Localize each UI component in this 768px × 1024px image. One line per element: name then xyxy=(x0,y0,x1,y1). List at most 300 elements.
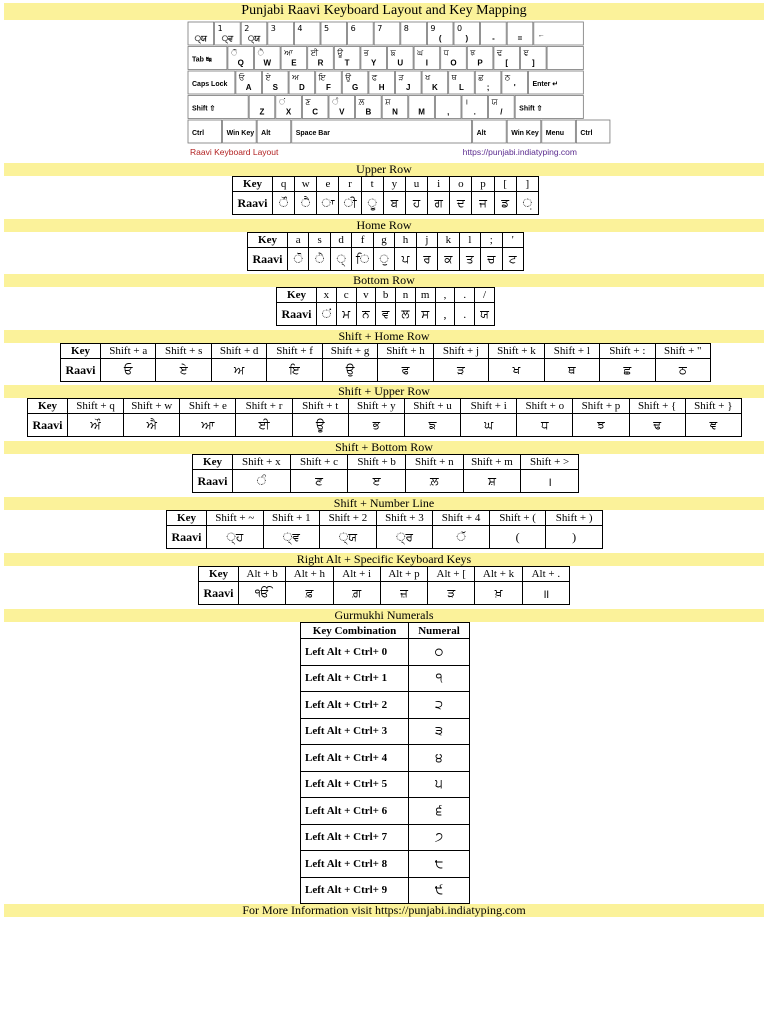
key-cell: Shift + e xyxy=(180,399,236,414)
numeral-value: ੮ xyxy=(409,851,470,878)
keyboard-key-top-label: ਞ xyxy=(523,48,529,58)
raavi-cell: ਦ xyxy=(450,192,472,215)
key-row xyxy=(167,511,603,526)
raavi-row xyxy=(277,303,495,326)
raavi-cell: ਕ xyxy=(438,248,459,271)
raavi-cell: ਠ xyxy=(655,359,710,382)
raavi-row xyxy=(248,248,524,271)
key-cell: Shift + t xyxy=(292,399,348,414)
keyboard-key-label: Tab ↹ xyxy=(192,56,212,64)
keyboard-key-top-label: ਥ xyxy=(451,73,457,82)
keyboard-key xyxy=(215,22,241,45)
key-cell: ; xyxy=(481,233,502,248)
keyboard-key xyxy=(329,96,355,119)
numeral-key-combination: Left Alt + Ctrl+ 1 xyxy=(301,665,409,692)
keyboard-key-label: ( xyxy=(438,34,442,43)
key-cell: Shift + i xyxy=(461,399,517,414)
numeral-row xyxy=(301,639,470,666)
keyboard-key-label: E xyxy=(291,58,297,68)
raavi-cell: ਖ਼ xyxy=(475,582,522,605)
keyboard-key-top-label: ਯ xyxy=(491,97,498,107)
shift-number-line-table xyxy=(166,510,603,549)
footer-info: For More Information visit https://punjabi.indiatyping.com xyxy=(4,904,764,917)
keyboard-key xyxy=(401,22,427,45)
numeral-row xyxy=(301,771,470,798)
keyboard-key-label: H xyxy=(378,83,385,92)
keyboard-key xyxy=(507,22,533,45)
key-cell: Shift + k xyxy=(489,344,544,359)
numerals-header-numeral: Numeral xyxy=(409,623,470,639)
keyboard-key xyxy=(409,96,435,119)
keyboard-key xyxy=(188,120,222,143)
keyboard-key-label: R xyxy=(317,58,324,68)
key-cell: . xyxy=(455,288,475,303)
raavi-cell: ਥ xyxy=(544,359,599,382)
keyboard-key-top-label: ਧ xyxy=(443,48,449,58)
key-cell: q xyxy=(273,177,295,192)
keyboard-key-label: N xyxy=(392,107,398,117)
keyboard-key-top-label: ਠ xyxy=(504,73,511,82)
keyboard-key-label: X xyxy=(285,107,292,117)
raavi-cell: ਇ xyxy=(267,359,322,382)
raavi-cell: ੇ xyxy=(309,248,330,271)
key-cell: Shift + p xyxy=(573,399,629,414)
key-cell: t xyxy=(361,177,383,192)
keyboard-key-label: ੍ਵ xyxy=(221,34,234,43)
keyboard-key xyxy=(188,96,248,119)
raavi-row xyxy=(61,359,711,382)
keyboard-key-label: C xyxy=(312,107,319,117)
raavi-cell: ੈ xyxy=(295,192,317,215)
keyboard-key xyxy=(188,47,227,70)
key-cell: Shift + f xyxy=(267,344,322,359)
keyboard-key xyxy=(188,71,235,94)
section-title-shift-bottom-row: Shift + Bottom Row xyxy=(4,441,764,454)
keyboard-key-label: Q xyxy=(237,58,244,68)
key-cell: Alt + . xyxy=(522,567,569,582)
raavi-cell: ਤ xyxy=(459,248,480,271)
keyboard-key-top-label: 0 xyxy=(457,24,463,33)
keyboard-key-top-label: 2 xyxy=(244,24,250,33)
keyboard-key-top-label: 3 xyxy=(270,24,276,33)
keyboard-key-top-label: ਈ xyxy=(310,48,319,58)
key-cell: Shift + 2 xyxy=(320,511,377,526)
key-cell: Shift + : xyxy=(600,344,655,359)
keyboard-key-label: P xyxy=(477,58,483,68)
key-cell: Shift + b xyxy=(348,455,406,470)
section-title-shift-number-line: Shift + Number Line xyxy=(4,497,764,510)
key-cell: Alt + h xyxy=(286,567,333,582)
raavi-cell: ਫ xyxy=(378,359,433,382)
keyboard-key xyxy=(334,47,360,70)
raavi-row-label: Raavi xyxy=(167,526,207,549)
keyboard-key-top-label: ੌ xyxy=(230,48,238,58)
key-cell: Shift + > xyxy=(521,455,579,470)
raavi-row-label: Raavi xyxy=(248,248,288,271)
key-row xyxy=(61,344,711,359)
keyboard-key-label: U xyxy=(397,58,404,68)
raavi-cell: ਭ xyxy=(348,414,404,437)
keyboard-key-label: V xyxy=(339,107,345,117)
keyboard-key-top-label: ਆ xyxy=(284,48,293,58)
keyboard-key-label: I xyxy=(425,58,429,68)
raavi-row-label: Raavi xyxy=(233,192,273,215)
key-cell: Shift + s xyxy=(156,344,211,359)
keyboard-key xyxy=(528,71,583,94)
upper-row-table xyxy=(232,176,539,215)
raavi-cell: ਛ xyxy=(600,359,655,382)
raavi-row xyxy=(28,414,742,437)
keyboard-key-label: / xyxy=(500,107,503,117)
key-cell: Shift + j xyxy=(433,344,488,359)
raavi-cell: ੂ xyxy=(361,192,383,215)
raavi-cell: ਡ xyxy=(494,192,516,215)
raavi-cell: ਰ xyxy=(416,248,437,271)
key-row xyxy=(193,455,579,470)
keyboard-key xyxy=(369,71,395,94)
keyboard-key xyxy=(473,120,507,143)
key-cell: , xyxy=(435,288,455,303)
keyboard-key-top-label: ਓ xyxy=(238,73,245,82)
keyboard-key xyxy=(441,47,467,70)
keyboard-key xyxy=(515,96,583,119)
keyboard-key-top-label: ੈ xyxy=(257,48,264,58)
raavi-cell: ਨ xyxy=(356,303,376,326)
numerals-header-row xyxy=(301,623,470,639)
key-cell: Shift + 3 xyxy=(376,511,433,526)
keyboard-key-top-label: 9 xyxy=(430,24,436,33)
key-cell: Shift + u xyxy=(404,399,460,414)
raavi-cell: । xyxy=(521,470,579,493)
keyboard-key-label: B xyxy=(365,107,372,117)
raavi-row-label: Raavi xyxy=(277,303,317,326)
keyboard-caption-url: https://punjabi.indiatyping.com xyxy=(462,147,577,157)
key-cell: Shift + 4 xyxy=(433,511,490,526)
raavi-row xyxy=(193,470,579,493)
key-cell: c xyxy=(336,288,356,303)
raavi-cell: . xyxy=(455,303,475,326)
keyboard-key-label: ੍ਯ xyxy=(247,34,261,43)
numeral-value: ੧ xyxy=(409,665,470,692)
keyboard-key xyxy=(268,22,294,45)
raavi-cell: ਢ xyxy=(629,414,685,437)
raavi-cell: ਅ xyxy=(211,359,266,382)
bottom-row-table xyxy=(276,287,495,326)
keyboard-key-top-label: ਭ xyxy=(363,48,369,58)
key-cell: y xyxy=(383,177,405,192)
raavi-cell: ਹ xyxy=(405,192,427,215)
keyboard-key-top-label: 6 xyxy=(350,24,356,33)
raavi-cell: ੜ xyxy=(433,359,488,382)
key-cell: Alt + [ xyxy=(428,567,475,582)
raavi-cell: ਮ xyxy=(336,303,356,326)
key-cell: e xyxy=(317,177,339,192)
keyboard-key xyxy=(276,96,302,119)
raavi-cell: ਜ਼ xyxy=(380,582,427,605)
keyboard-key-label: A xyxy=(245,83,252,92)
raavi-cell: ਏ xyxy=(156,359,211,382)
keyboard-key xyxy=(188,22,214,45)
raavi-cell: ਊ xyxy=(292,414,348,437)
keyboard-key xyxy=(289,71,315,94)
keyboard-key-label: Shift ⇧ xyxy=(519,105,543,113)
keyboard-key-label: ← xyxy=(537,32,545,39)
raavi-cell: ਿ xyxy=(352,248,373,271)
keyboard-key-label: ] xyxy=(531,58,535,68)
raavi-cell: ਣ xyxy=(290,470,348,493)
keyboard-key xyxy=(481,22,507,45)
keyboard-key xyxy=(542,120,576,143)
raavi-cell: ਐ xyxy=(124,414,180,437)
key-row-label: Key xyxy=(233,177,273,192)
key-row xyxy=(248,233,524,248)
keyboard-key-top-label: ਲ਼ xyxy=(358,97,365,107)
keyboard-key-label: D xyxy=(298,83,305,92)
raavi-cell: ੁ xyxy=(373,248,394,271)
key-cell: x xyxy=(317,288,337,303)
keyboard-key-label: Shift ⇧ xyxy=(192,105,216,113)
key-cell: Shift + w xyxy=(124,399,180,414)
keyboard-key xyxy=(462,96,488,119)
numeral-value: ੫ xyxy=(409,771,470,798)
key-cell: Shift + } xyxy=(685,399,741,414)
raavi-cell: ਂ xyxy=(317,303,337,326)
key-row xyxy=(28,399,742,414)
raavi-cell: ੍ਰ xyxy=(376,526,433,549)
key-row xyxy=(199,567,570,582)
keyboard-key xyxy=(316,71,342,94)
keyboard-key xyxy=(241,22,267,45)
key-row-label: Key xyxy=(248,233,288,248)
key-cell: / xyxy=(475,288,495,303)
numeral-value: ੪ xyxy=(409,745,470,772)
numeral-value: ੭ xyxy=(409,824,470,851)
keyboard-key xyxy=(281,47,307,70)
keyboard-key xyxy=(454,22,480,45)
key-cell: Shift + ( xyxy=(489,511,546,526)
raavi-cell: ੜ xyxy=(428,582,475,605)
key-cell: l xyxy=(459,233,480,248)
raavi-cell: ਟ xyxy=(502,248,523,271)
keyboard-key-top-label: ਫ xyxy=(371,73,378,82)
keyboard-key xyxy=(361,47,387,70)
keyboard-key-label: ) xyxy=(465,34,469,43)
keyboard-key-label: Win Key xyxy=(511,130,539,137)
raavi-cell: ੋ xyxy=(288,248,309,271)
keyboard-key xyxy=(414,47,440,70)
raavi-cell: ਈ xyxy=(236,414,292,437)
key-cell: w xyxy=(295,177,317,192)
keyboard-key-top-label: 7 xyxy=(377,24,383,33)
raavi-cell: ਜ xyxy=(472,192,494,215)
numeral-row xyxy=(301,851,470,878)
numeral-row xyxy=(301,877,470,904)
shift-home-row-table xyxy=(60,343,711,382)
keyboard-key xyxy=(435,96,461,119)
key-cell: Shift + 1 xyxy=(263,511,320,526)
keyboard-key-label: Alt xyxy=(476,130,486,137)
keyboard-key-top-label: ਇ xyxy=(318,73,326,82)
key-row-label: Key xyxy=(199,567,239,582)
key-row-label: Key xyxy=(277,288,317,303)
keyboard-key xyxy=(576,120,610,143)
keyboard-key-label: , xyxy=(447,107,450,117)
raavi-cell: ਸ xyxy=(415,303,435,326)
keyboard-key-label: ; xyxy=(486,83,490,92)
keyboard-key xyxy=(257,120,291,143)
keyboard-key-label: Space Bar xyxy=(295,130,330,137)
raavi-cell: ਙ xyxy=(404,414,460,437)
raavi-cell: ਖ xyxy=(489,359,544,382)
key-cell: Shift + q xyxy=(68,399,124,414)
key-cell: n xyxy=(396,288,416,303)
keyboard-key xyxy=(308,47,334,70)
numeral-value: ੯ xyxy=(409,877,470,904)
keyboard-key-top-label: ਘ xyxy=(417,48,424,58)
raavi-cell: ਯ xyxy=(475,303,495,326)
key-cell: i xyxy=(428,177,450,192)
keyboard-key xyxy=(262,71,288,94)
keyboard-key-label: W xyxy=(263,58,272,68)
keyboard-key xyxy=(302,96,328,119)
numeral-row xyxy=(301,798,470,825)
numeral-row xyxy=(301,665,470,692)
key-cell: p xyxy=(472,177,494,192)
key-cell: m xyxy=(415,288,435,303)
key-cell: u xyxy=(405,177,427,192)
keyboard-key xyxy=(356,96,382,119)
key-cell: Shift + ~ xyxy=(207,511,264,526)
keyboard-key-label: J xyxy=(406,83,411,92)
keyboard-key xyxy=(534,22,584,45)
keyboard-key-label: M xyxy=(418,107,425,117)
keyboard-key xyxy=(521,47,547,70)
keyboard-key xyxy=(467,47,493,70)
section-title-shift-upper-row: Shift + Upper Row xyxy=(4,385,764,398)
keyboard-key xyxy=(382,96,408,119)
key-cell: a xyxy=(288,233,309,248)
key-row-label: Key xyxy=(193,455,233,470)
keyboard-key-label: S xyxy=(272,83,278,92)
raavi-cell: ਗ਼ xyxy=(333,582,380,605)
raavi-cell: ਚ xyxy=(481,248,502,271)
numeral-key-combination: Left Alt + Ctrl+ 4 xyxy=(301,745,409,772)
key-cell: Shift + n xyxy=(405,455,463,470)
keyboard-key xyxy=(342,71,368,94)
keyboard-key xyxy=(494,47,520,70)
keyboard-key-top-label: ਝ xyxy=(470,48,476,58)
keyboard-key-label: Enter ↵ xyxy=(532,81,559,88)
keyboard-key xyxy=(489,96,515,119)
keyboard-key-top-label: ਛ xyxy=(478,73,484,82)
key-cell: Shift + c xyxy=(290,455,348,470)
key-row xyxy=(277,288,495,303)
numeral-value: ੬ xyxy=(409,798,470,825)
keyboard-key-label: K xyxy=(431,83,438,92)
keyboard-key-top-label: 8 xyxy=(403,24,409,33)
gurmukhi-numerals-table xyxy=(300,622,470,904)
raavi-cell: ( xyxy=(489,526,546,549)
key-cell: b xyxy=(376,288,396,303)
key-cell: Shift + " xyxy=(655,344,710,359)
numeral-row xyxy=(301,745,470,772)
numeral-key-combination: Left Alt + Ctrl+ 9 xyxy=(301,877,409,904)
keyboard-key-label: L xyxy=(459,83,464,92)
raavi-cell: ੍ਯ xyxy=(320,526,377,549)
raavi-row xyxy=(233,192,539,215)
key-cell: Shift + o xyxy=(517,399,573,414)
numeral-row xyxy=(301,824,470,851)
key-cell: f xyxy=(352,233,373,248)
key-cell: ] xyxy=(516,177,538,192)
raavi-cell: ਵ xyxy=(376,303,396,326)
raavi-cell: ੌ xyxy=(273,192,295,215)
key-cell: o xyxy=(450,177,472,192)
keyboard-key-label: ੍ਯ xyxy=(194,34,207,43)
shift-upper-row-table xyxy=(27,398,742,437)
section-title-gurmukhi-numerals: Gurmukhi Numerals xyxy=(4,609,764,622)
raavi-cell: ਉ xyxy=(322,359,377,382)
keyboard-key-top-label: ਅ xyxy=(292,73,299,82)
key-cell: Shift + ) xyxy=(546,511,603,526)
keyboard-key-label: Alt xyxy=(261,130,271,137)
key-cell: k xyxy=(438,233,459,248)
numeral-key-combination: Left Alt + Ctrl+ 2 xyxy=(301,692,409,719)
numeral-value: ੦ xyxy=(409,639,470,666)
numeral-key-combination: Left Alt + Ctrl+ 6 xyxy=(301,798,409,825)
raavi-cell: ਞ xyxy=(685,414,741,437)
section-title-shift-home-row: Shift + Home Row xyxy=(4,330,764,343)
keyboard-key xyxy=(502,71,528,94)
raavi-cell: ੱ xyxy=(433,526,490,549)
keyboard-key xyxy=(236,71,262,94)
key-cell: r xyxy=(339,177,361,192)
keyboard-key xyxy=(449,71,475,94)
keyboard-key-label: - xyxy=(492,34,495,43)
keyboard-key-label: Menu xyxy=(545,130,565,137)
keyboard-key-top-label: ਏ xyxy=(265,73,271,82)
raavi-cell: ਗ xyxy=(428,192,450,215)
raavi-cell: ਧ xyxy=(517,414,573,437)
keyboard-key-label: T xyxy=(344,58,350,68)
key-row-label: Key xyxy=(61,344,101,359)
keyboard-key xyxy=(348,22,374,45)
keyboard-key xyxy=(422,71,448,94)
keyboard-key xyxy=(388,47,414,70)
keyboard-key xyxy=(547,47,583,70)
keyboard-key-label: ' xyxy=(513,83,516,92)
keyboard-key-label: O xyxy=(450,58,457,68)
keyboard-key-top-label: ੰ xyxy=(331,97,339,107)
key-row xyxy=(233,177,539,192)
keyboard-key-label: = xyxy=(517,34,523,43)
numeral-row xyxy=(301,718,470,745)
keyboard-key xyxy=(475,71,501,94)
key-cell: Shift + y xyxy=(348,399,404,414)
raavi-cell: , xyxy=(435,303,455,326)
key-cell: h xyxy=(395,233,416,248)
keyboard-key-top-label: ਸ਼ xyxy=(385,97,391,107)
raavi-row xyxy=(199,582,570,605)
raavi-cell: ਾ xyxy=(317,192,339,215)
keyboard-caption: Raavi Keyboard Layout xyxy=(190,147,279,157)
keyboard-key xyxy=(249,96,275,119)
keyboard-key-label: Caps Lock xyxy=(192,81,228,88)
keyboard-key xyxy=(223,120,257,143)
raavi-cell: ਬ xyxy=(383,192,405,215)
section-title-home-row: Home Row xyxy=(4,219,764,232)
raavi-cell: ਝ xyxy=(573,414,629,437)
